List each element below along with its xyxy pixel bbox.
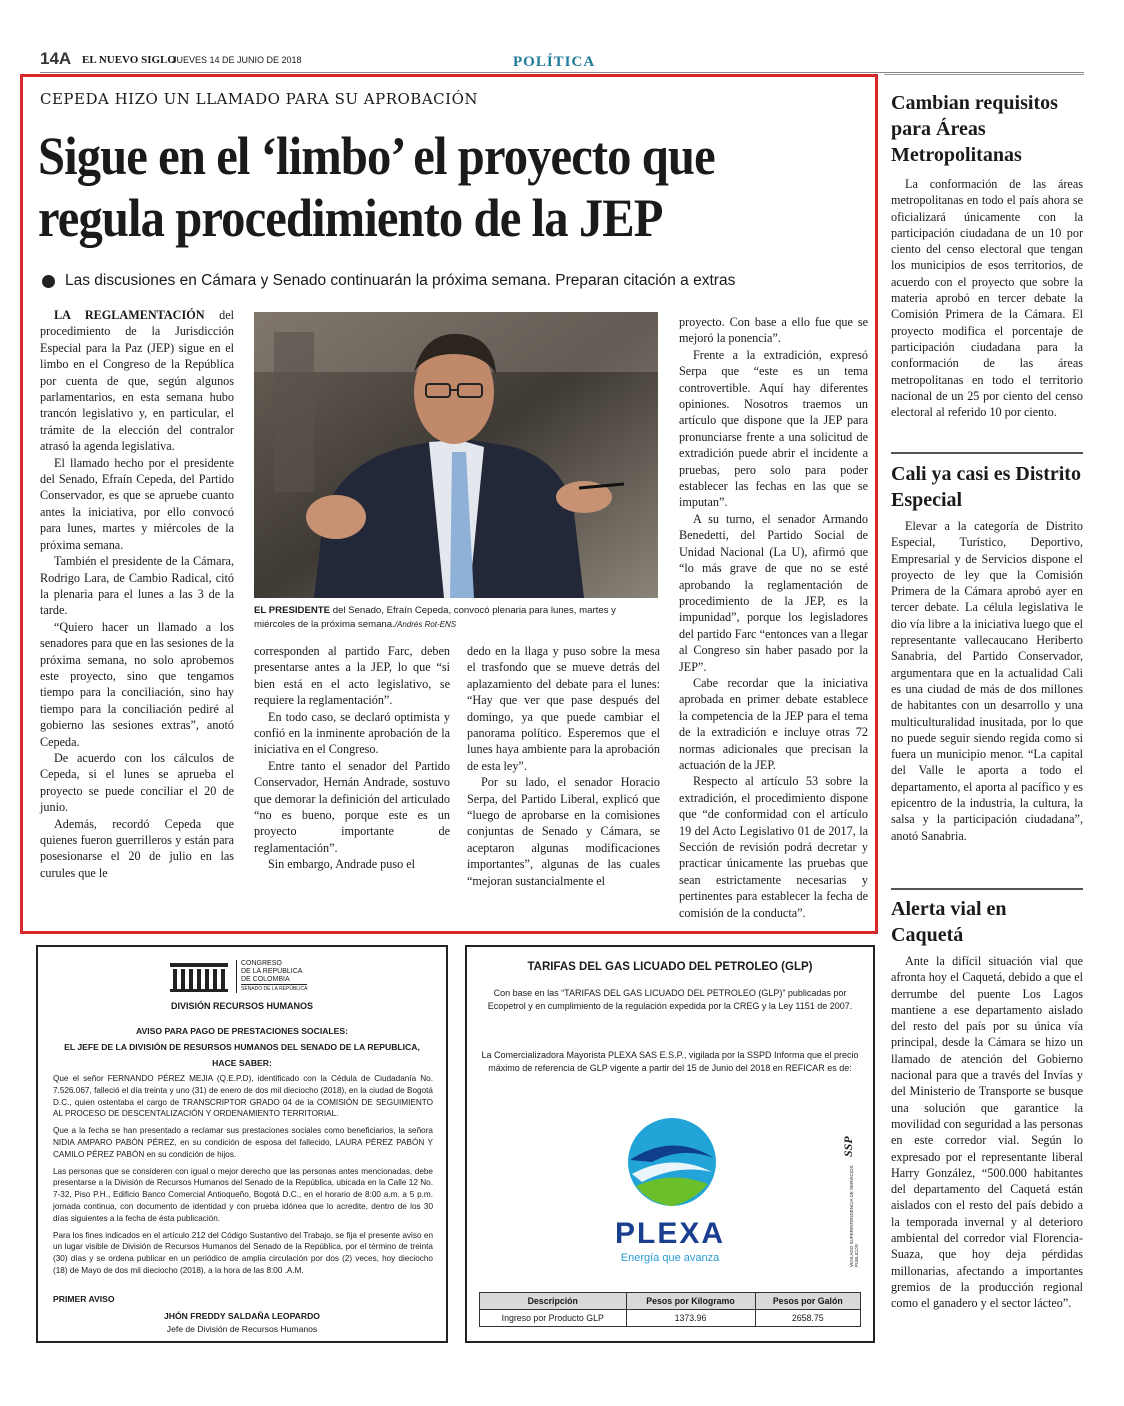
logo-text: CONGRESO <box>241 959 282 967</box>
signer-name: JHÓN FREDDY SALDAÑA LEOPARDO <box>164 1311 320 1321</box>
notice-heading: EL JEFE DE LA DIVISIÓN DE RESURSOS HUMANOS DEL SENADO DE LA REPUBLICA, <box>64 1042 420 1052</box>
division-name: DIVISIÓN RECURSOS HUMANOS <box>170 1001 313 1011</box>
column-header: Pesos por Kilogramo <box>626 1293 755 1310</box>
article-column-4 <box>679 314 868 921</box>
logo-text: SENADO DE LA REPÚBLICA <box>241 985 308 992</box>
paragraph: “Quiero hacer un llamado a los senadores para que en las sesiones de la próxima semana, no solo aprobemos este proyecto, sino que tengamos tiempo para la conciliación, sino hay tiempo para la conciliación pediré al gobierno las sesiones extras”, anotó Cepeda. <box>40 619 234 749</box>
ad-paragraph: Con base en las “TARIFAS DEL GAS LICUADO DEL PETROLEO (GLP)” publicadas por Ecopetrol y en cumplimiento de la regulación expedida por la CREG y la Ley 1151 de 2007. <box>487 988 853 1011</box>
brand-tagline: Energía que avanza <box>620 1252 720 1264</box>
notice-paragraph: Para los fines indicados en el artículo 212 del Código Sustantivo del Trabajo, se fija el presente aviso en un lugar visible de División de Recursos Humanos del Senado de la República, por el término de treinta (30) días y se ordena publicar en un periódico de amplia circulación por dos (2) veces, hoy dieciocho (18) de Mayo de dos mil dieciocho (2018), a la hora de las 8:00 .A.M. <box>53 1230 433 1275</box>
sidebar-body: Elevar a la categoría de Distrito Especial, Turístico, Deportivo, Empresarial y de Servicios dispone el proyecto de ley que la Comisión Primera de la Cámara aprobó ayer en tercer debate. La célula legislativa le dio vía libre a la iniciativa luego que el representante vallecaucano Heriberto Sanabria, del Partido Conservador, argumentara que en la actualidad Cali es una ciudad de más de dos millones de habitantes con un desarrollo y una multiculturalidad inusitada, por lo que no puede seguir siendo regida como si fuera un municipio menor. “La capital del Valle le aporta a todo el departamento, el aporta al pacífico y es epicentro de la industria, la cultura, la salsa y la participación ciudadana”, anotó Sanabria. <box>891 519 1083 843</box>
table-cell: 1373.96 <box>626 1310 755 1327</box>
paragraph: Sin embargo, Andrade puso el <box>268 857 416 872</box>
notice-heading: AVISO PARA PAGO DE PRESTACIONES SOCIALES: <box>135 1026 348 1036</box>
paragraph: Cabe recordar que la iniciativa aprobada en primer debate establece la competencia de la JEP para el tema de la extradición e incluye otras 72 normas adicionales que precisan la actuación de la JEP. <box>679 675 868 772</box>
sidebar-title: Cambian requisitos para Áreas Metropolitanas <box>891 92 1058 166</box>
paragraph: De acuerdo con los cálculos de Cepeda, si el lunes se aprueba el proyecto se puede conciliar el 20 de junio. <box>40 750 234 815</box>
sidebar-top-rule <box>884 74 1084 75</box>
bullet-icon <box>42 275 55 288</box>
sidebar-divider <box>891 452 1083 454</box>
header-rule <box>40 72 1084 73</box>
capitol-icon <box>168 959 230 993</box>
sidebar-divider <box>891 888 1083 890</box>
ad-title: TARIFAS DEL GAS LICUADO DEL PETROLEO (GLP) <box>527 961 813 973</box>
ssp-text: VIGILADO SUPERINTENDENCIA DE SERVICIOS PÚBLICOS <box>849 1165 859 1267</box>
article-kicker: CEPEDA HIZO UN LLAMADO PARA SU APROBACIÓN <box>40 90 478 108</box>
senate-logo <box>168 959 307 993</box>
sidebar-title: Cali ya casi es Distrito Especial <box>891 463 1081 511</box>
sidebar-story-3 <box>891 896 1083 1312</box>
photo-caption <box>254 604 658 632</box>
photo-senator-speaking <box>254 312 658 598</box>
notice-body <box>53 1073 433 1277</box>
sidebar-body: Ante la difícil situación vial que afronta hoy el Caquetá, debido a que el derrumbe del puente Los Lagos mantiene a ese departamento aislado del resto del país por su única vía principal, desde la Cámara se hizo un llamado de atención del Gobierno nacional para que a través del Invías y del Ministerio de Transporte se busque una solución que garantice la movilidad con seguridad a las personas en este corredor vial. Según lo expresado por el representante liberal Harry González, “500.000 habitantes del departamento del Caquetá están aislados con el resto del país debido a la temporada invernal y al deterioro ambiental del corredor vial Florencia-Suaza, que hoy deja pérdidas millonarias, afectando a importantes gremios de la producción regional como el ganadero y el sector lácteo”. <box>891 954 1083 1311</box>
ad-paragraph: La Comercializadora Mayorista PLEXA SAS E.S.P., vigilada por la SSPD Informa que el precio máximo de referencia de GLP vigente a partir del 15 de Junio del 2018 en REFICAR es de: <box>481 1050 859 1073</box>
table-cell: Ingreso por Producto GLP <box>480 1310 627 1327</box>
sidebar-body: La conformación de las áreas metropolitanas en todo el país ahora se oficializará únicamente con la participación ciudadana de un 10 por ciento del censo electoral que tengan los municipios de esos territorios, de acuerdo con el proyecto que sobre la materia aprobó en tercer debate la Comisión Primera de la Cámara. El proyecto modifica el porcentaje de participación ciudadana para la conformación de las áreas metropolitanas en todo el territorio nacional de un 25 por ciento del censo electoral al referido 10 por ciento. <box>891 177 1083 420</box>
notice-paragraph: Que a la fecha se han presentado a reclamar sus prestaciones sociales como beneficiarios, la señora NIDIA AMPARO PABÓN PÉREZ, en su condición de esposa del fallecido, LAURA PÉREZ PABÓN Y CAMILO PÉREZ PABÓN en su condición de hijos. <box>53 1126 433 1159</box>
logo-text: DE LA REPÚBLICA <box>241 967 303 975</box>
paragraph: En todo caso, se declaró optimista y confió en la inminente aprobación de la iniciativa en el Congreso. <box>254 709 450 757</box>
paragraph: Entre tanto el senador del Partido Conservador, Hernán Andrade, sostuvo que demorar la definición del articulado “no es bueno, porque este es un proyecto importante de reglamentación”. <box>254 758 450 855</box>
paragraph: Respecto al artículo 53 sobre la extradición, el procedimiento dispone que “de conformidad con el artículo 19 del Acto Legislativo 01 de 2017, la Sección de revisión podrá decretar y practicar únicamente las pruebas que sean estrictamente necesarias y pertinentes para establecer la fecha de comisión de la conducta”. <box>679 774 868 920</box>
sidebar-story-2 <box>891 461 1083 844</box>
notice-label: PRIMER AVISO <box>53 1294 115 1304</box>
article-column-3 <box>467 643 660 889</box>
glp-tariff-ad <box>465 945 875 1343</box>
lead-in: LA REGLAMENTACIÓN <box>54 308 205 322</box>
paragraph: Además, recordó Cepeda que quienes fueron guerrilleros y están para posesionarse el 20 de julio en las curules que le <box>40 816 234 880</box>
paragraph: LA REGLAMENTACIÓN del procedimiento de la Jurisdicción Especial para la Paz (JEP) sigue en el limbo en el Congreso de la República por cuenta de que, según algunos parlamentarios, en esta semana hubo trancón legislativo y, en particular, el trámite de la elección del contralor atrasó la agenda legislativa. <box>40 308 234 454</box>
sidebar-story-1 <box>891 90 1083 420</box>
column-header: Descripción <box>480 1293 627 1310</box>
issue-date: JUEVES 14 DE JUNIO DE 2018 <box>172 55 302 65</box>
article-column-2 <box>254 643 450 873</box>
senate-notice-ad <box>36 945 448 1343</box>
brand-name: PLEXA <box>614 1217 726 1250</box>
caption-lead: EL PRESIDENTE <box>254 605 331 616</box>
ssp-mark: SSP <box>841 1136 855 1157</box>
notice-paragraph: Que el señor FERNANDO PÉREZ MEJIA (Q.E.P.D), identificado con la Cédula de Ciudadanía No. 7.526.067, falleció el día treinta y uno (31) de enero de dos mil dieciocho (2018), en la ciudad de Bogotá D.C., quien ostentaba el cargo de TRANSCRIPTOR GRADO 04 de la COMISIÓN DE SEGUIMIENTO AL PROCESO DE DESCENTALIZACIÓN Y ORDENAMIENTO TERRITORIAL. <box>53 1074 433 1119</box>
signer-title: Jefe de División de Recursos Humanos <box>166 1324 318 1334</box>
photo-credit: /Andrés Rot-ENS <box>394 620 457 629</box>
section-name: POLÍTICA <box>513 54 596 70</box>
subheadline-text: Las discusiones en Cámara y Senado continuarán la próxima semana. Preparan citación a extras <box>65 272 736 289</box>
table-cell: 2658.75 <box>755 1310 860 1327</box>
plexa-logo-icon <box>622 1112 722 1212</box>
table-row <box>480 1310 861 1327</box>
sidebar-title: Alerta vial en Caquetá <box>891 898 1007 946</box>
paragraph: A su turno, el senador Armando Benedetti, del Partido Social de Unidad Nacional (La U), afirmó que “lo más grave de que no se esté aprobando la reglamentación de procedimiento de la JEP, es la impunidad”, porque los legisladores del partido Farc “entonces van a llegar al Congreso sin haber pasado por la JEP”. <box>679 511 868 674</box>
paragraph: dedo en la llaga y puso sobre la mesa el trasfondo que se mueve detrás del aplazamiento del debate para el lunes: “Hay que ver que pase después del domingo, ya que puede cambiar el panorama político. Esperemos que el lunes haya ambiente para la aprobación de esta ley”. <box>467 644 660 773</box>
paragraph: proyecto. Con base a ello fue que se mejoró la ponencia”. <box>679 315 868 346</box>
article-subheadline <box>42 272 872 290</box>
table-header-row <box>480 1293 861 1310</box>
paragraph: corresponden al partido Farc, deben presentarse antes a la JEP, lo que “si bien está en el acto legislativo, se requiere la reglamentación”. <box>254 644 450 708</box>
logo-text: DE COLOMBIA <box>241 975 290 983</box>
glp-price-table <box>479 1292 861 1327</box>
paper-name: EL NUEVO SIGLO <box>82 54 176 66</box>
paragraph: El llamado hecho por el presidente del Senado, Efraín Cepeda, del Partido Conservador, es que se apruebe cuanto antes la iniciativa, por ello convocó para lunes, martes y miércoles de la próxima semana. <box>40 455 234 552</box>
paragraph: Frente a la extradición, expresó Serpa que “este es un tema controvertible. Aquí hay diferentes opiniones. Nosotros traemos un artículo que dispone que la JEP para pronunciarse frente a una solicitud de extradición puede abrir el incidente a pruebas, pero solo para poder establecer las fechas en las que se imputan”. <box>679 347 868 510</box>
paragraph: También el presidente de la Cámara, Rodrigo Lara, de Cambio Radical, citó la plenaria para el lunes a las 3 de la tarde. <box>40 554 234 618</box>
article-headline: Sigue en el ‘limbo’ el proyecto que regula procedimiento de la JEP <box>38 126 715 248</box>
article-column-1 <box>40 307 234 881</box>
column-header: Pesos por Galón <box>755 1293 860 1310</box>
paragraph: Por su lado, el senador Horacio Serpa, del Partido Liberal, explicó que “luego de aprobarse en la comisiones conjuntas de Senado y Cámara, se aceptaron algunas modificaciones importantes”, algunas de las cuales “mejoran sustancialmente el <box>467 775 660 888</box>
page-number: 14A <box>40 49 72 68</box>
notice-paragraph: Las personas que se consideren con igual o mejor derecho que las personas antes mencionadas, debe presentarse a la División de Recursos Humanos del Senado de la República, ubicada en la Calle 12 No. 7-32, Piso P.H., Edificio Banco Comercial Antioqueño, Bogotá D.C., en el horario de 8:00 a.m. a 5 p.m. jornada continua, con documento de identidad y con prueba idónea que lo acredite, dentro de los 30 días siguientes a la fecha de ésta publicación. <box>53 1166 433 1223</box>
notice-heading: HACE SABER: <box>212 1058 272 1068</box>
caption-text: del Senado, Efraín Cepeda, convocó plenaria para lunes, martes y miércoles de la próxima semana. <box>254 605 616 630</box>
